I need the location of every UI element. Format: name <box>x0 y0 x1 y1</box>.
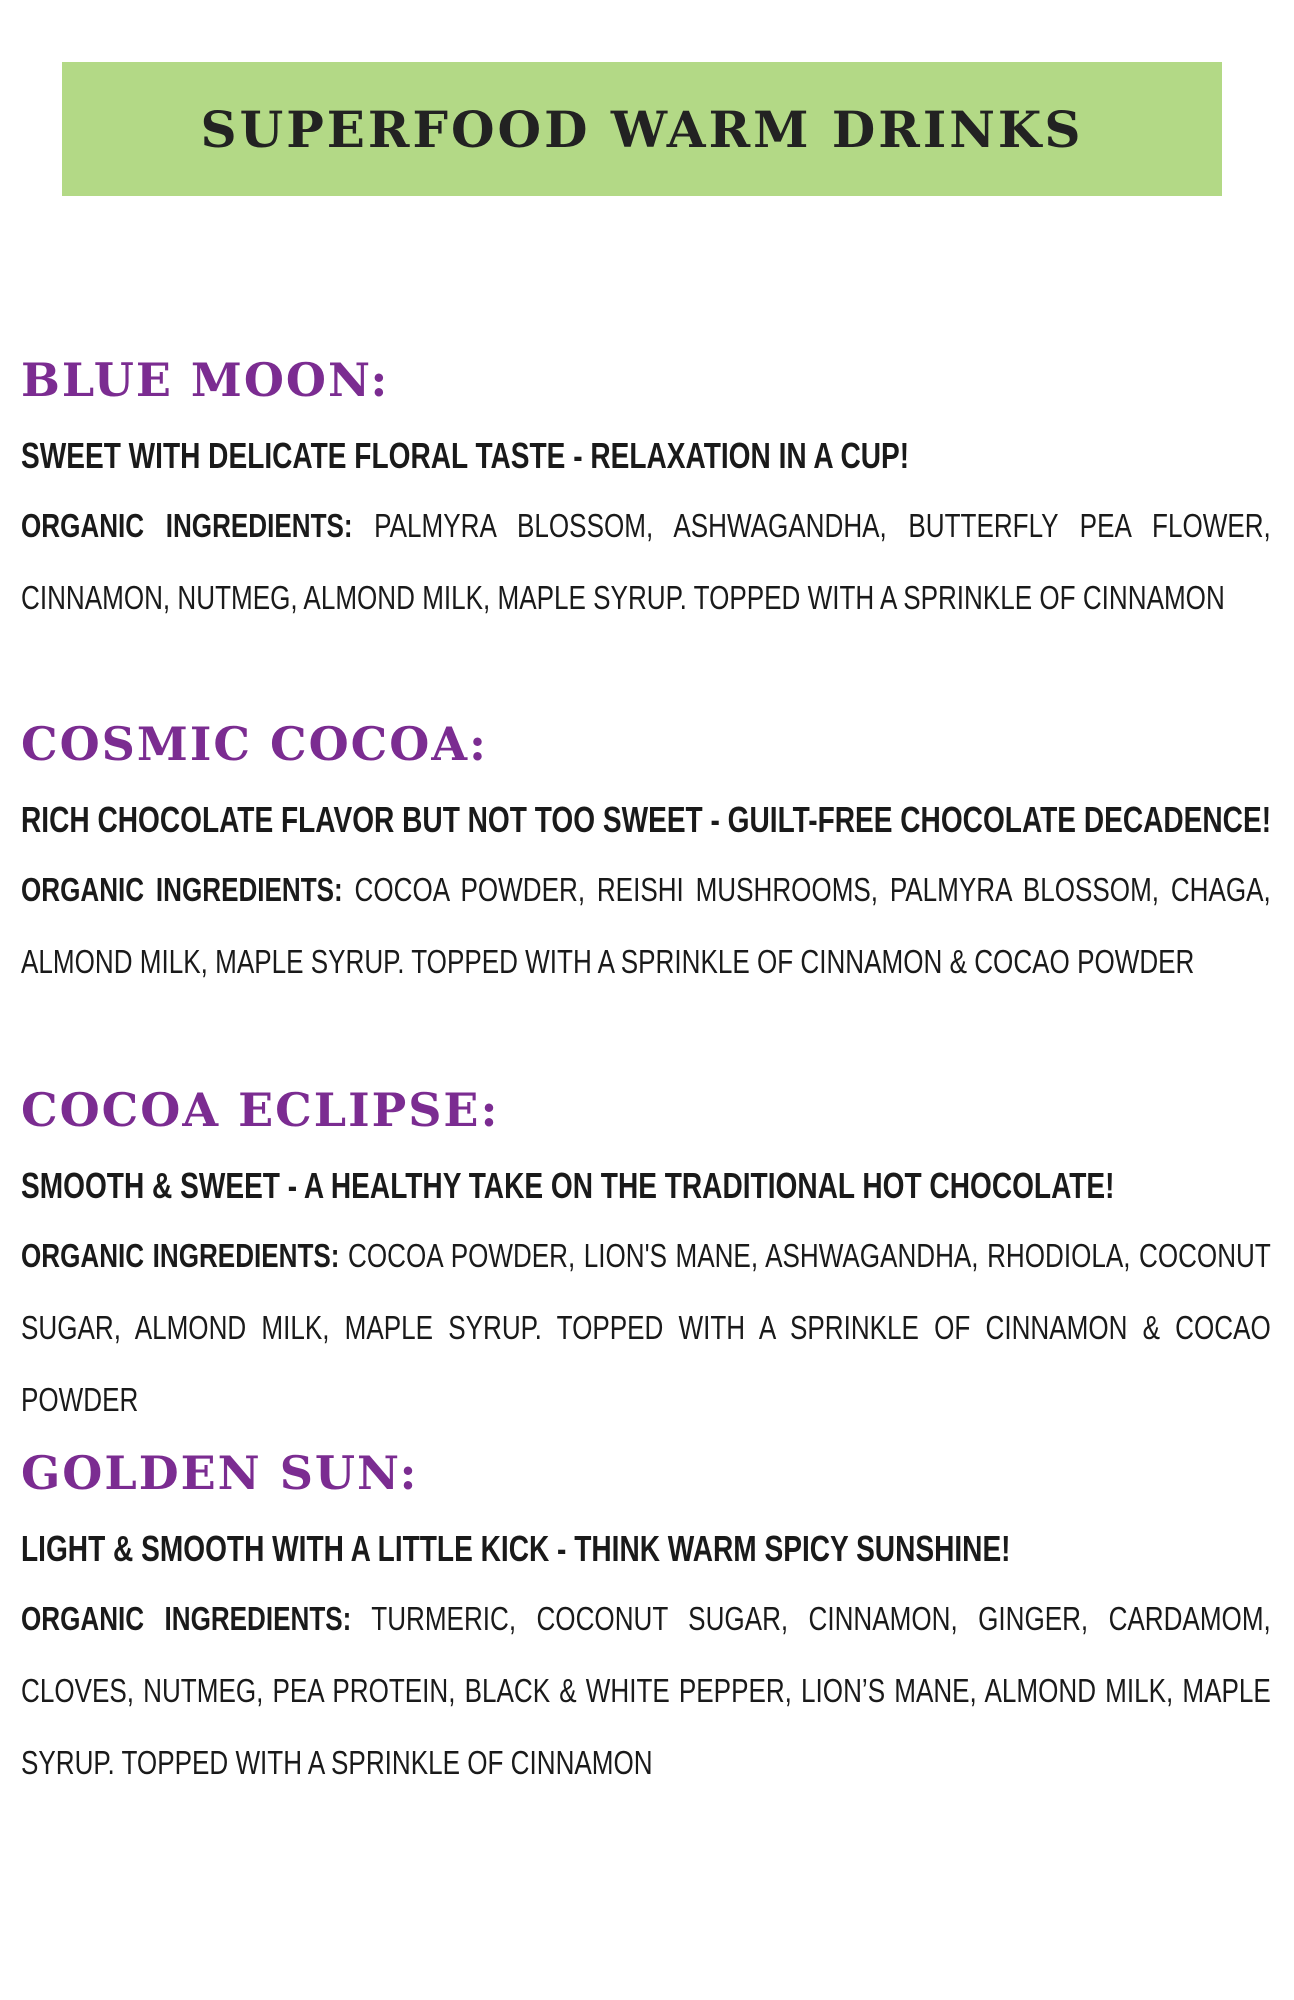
ingredients-list: COCOA POWDER, LION'S MANE, ASHWAGANDHA, RHODIOLA, COCONUT SUGAR, ALMOND MILK, MAPLE SYRUP. TOPPED WITH A SPRINKLE OF CINNAMON & COCAO POWDER <box>21 1237 1271 1418</box>
drink-tagline: SMOOTH & SWEET - A HEALTHY TAKE ON THE TRADITIONAL HOT CHOCOLATE! <box>21 1165 1115 1206</box>
drink-ingredients <box>21 1583 1271 1799</box>
ingredients-label: ORGANIC INGREDIENTS: <box>21 1237 340 1274</box>
drink-tagline: SWEET WITH DELICATE FLORAL TASTE - RELAXATION IN A CUP! <box>21 435 910 476</box>
drink-name: COCOA ECLIPSE: <box>21 1083 500 1137</box>
drink-section-blue-moon <box>21 350 1271 634</box>
ingredients-label: ORGANIC INGREDIENTS: <box>21 871 343 908</box>
drink-tagline: RICH CHOCOLATE FLAVOR BUT NOT TOO SWEET - GUILT-FREE CHOCOLATE DECADENCE! <box>21 799 1272 840</box>
drink-section-cocoa-eclipse <box>21 1080 1271 1436</box>
drink-tagline: LIGHT & SMOOTH WITH A LITTLE KICK - THINK WARM SPICY SUNSHINE! <box>21 1528 1011 1569</box>
ingredients-list: PALMYRA BLOSSOM, ASHWAGANDHA, BUTTERFLY PEA FLOWER, CINNAMON, NUTMEG, ALMOND MILK, MAPLE SYRUP. TOPPED WITH A SPRINKLE OF CINNAMON <box>21 507 1271 616</box>
drink-name: COSMIC COCOA: <box>21 717 488 771</box>
ingredients-label: ORGANIC INGREDIENTS: <box>21 1600 352 1637</box>
ingredients-list: TURMERIC, COCONUT SUGAR, CINNAMON, GINGER, CARDAMOM, CLOVES, NUTMEG, PEA PROTEIN, BLACK & WHITE PEPPER, LION’S MANE, ALMOND MILK, MAPLE SYRUP. TOPPED WITH A SPRINKLE OF CINNAMON <box>21 1600 1271 1781</box>
drink-section-golden-sun <box>21 1443 1271 1799</box>
drink-ingredients <box>21 1220 1271 1436</box>
drink-name: BLUE MOON: <box>21 353 390 407</box>
ingredients-label: ORGANIC INGREDIENTS: <box>21 507 353 544</box>
ingredients-list: COCOA POWDER, REISHI MUSHROOMS, PALMYRA BLOSSOM, CHAGA, ALMOND MILK, MAPLE SYRUP. TOPPED WITH A SPRINKLE OF CINNAMON & COCAO POWDER <box>21 871 1271 980</box>
page-title: SUPERFOOD WARM DRINKS <box>200 99 1084 159</box>
title-banner <box>62 62 1222 196</box>
drink-ingredients <box>21 490 1271 634</box>
drink-name: GOLDEN SUN: <box>21 1446 419 1500</box>
drink-ingredients <box>21 854 1271 998</box>
drink-section-cosmic-cocoa <box>21 714 1271 998</box>
